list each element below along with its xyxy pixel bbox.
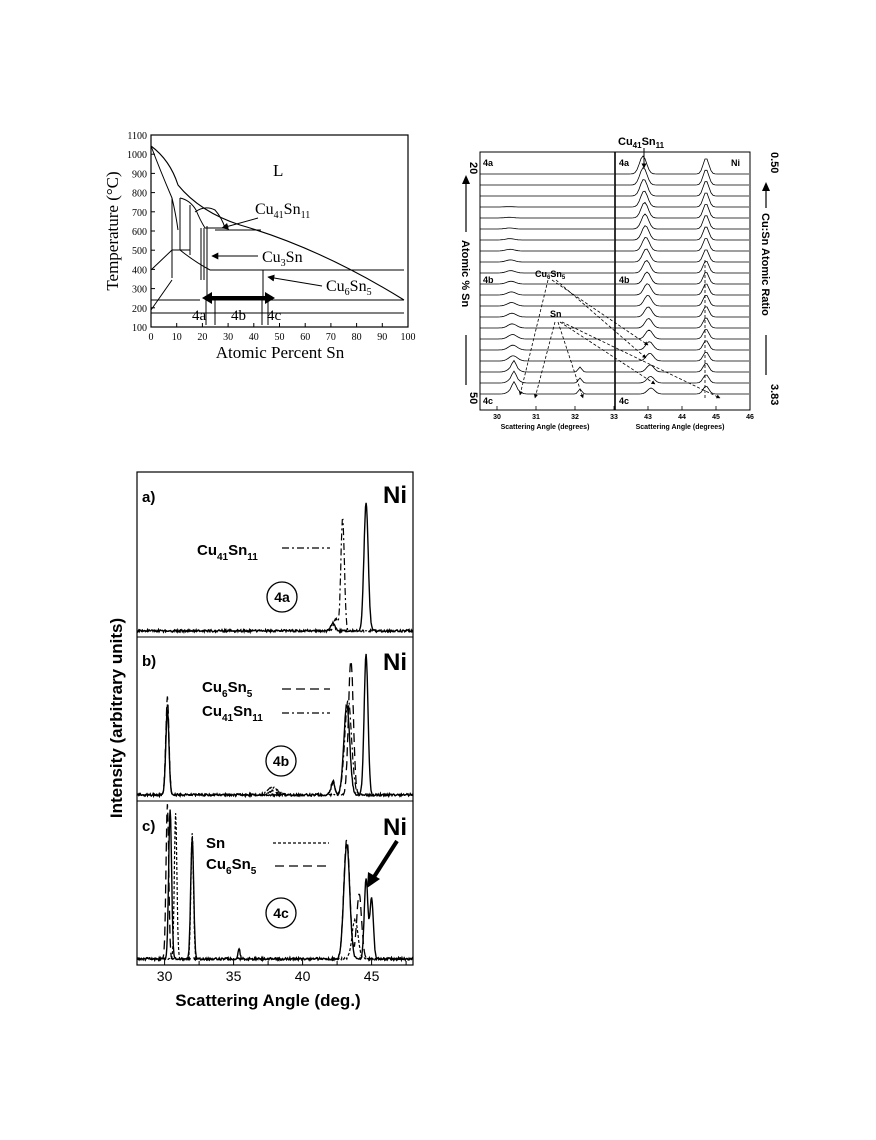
y-tick-label: 800 — [132, 188, 147, 200]
xrd-traces — [137, 503, 413, 960]
xrd-trace — [137, 503, 413, 632]
waterfall-trace-left — [480, 356, 614, 361]
wf-region-4c-left: 4c — [483, 396, 494, 406]
waterfall-trace-left — [480, 228, 614, 229]
wf-region-4b-right: 4b — [619, 275, 630, 285]
x-tick-label: 31 — [532, 414, 540, 421]
x-tick-label: 70 — [325, 332, 336, 343]
waterfall-trace-right — [615, 203, 749, 219]
wf-right-label: Cu:Sn Atomic Ratio — [759, 213, 771, 316]
x-tick-label: 90 — [377, 332, 388, 343]
y-tick-label: 500 — [132, 246, 147, 258]
panel-b-legend-cu41sn11: $Cu_{41}Sn_{11}$ — [202, 703, 263, 724]
x-tick-label: 80 — [351, 332, 362, 343]
waterfall-trace-right — [615, 318, 749, 328]
waterfall-trace-left — [480, 292, 614, 295]
waterfall-trace-right — [615, 168, 749, 185]
wf-right-bottom: 3.83 — [768, 384, 780, 406]
waterfall-trace-right — [615, 364, 749, 372]
waterfall-trace-left — [480, 271, 614, 273]
x-tick-label: 45 — [712, 414, 720, 421]
waterfall-trace-right — [615, 296, 749, 307]
xrd-frame — [137, 472, 413, 965]
waterfall-trace-right — [615, 375, 749, 383]
panel-b-legend-cu6sn5: $Cu_6Sn_5$ — [202, 679, 253, 700]
x-tick-label: 60 — [300, 332, 311, 343]
phase-diagram-xlabel: Atomic Percent Sn — [215, 343, 345, 362]
panel-a-circle-label: 4a — [274, 589, 290, 605]
waterfall-title: $Cu_{41}Sn_{11}$ — [618, 136, 665, 150]
y-tick-label: 600 — [132, 227, 147, 238]
panel-b-tag: b) — [142, 653, 157, 670]
region-label-4c: 4c — [267, 308, 282, 324]
phase-diagram-x-ticks — [149, 323, 416, 343]
wf-left-top: 20 — [467, 162, 479, 175]
waterfall-trace-right — [615, 352, 749, 361]
waterfall-trace-left — [480, 217, 614, 218]
waterfall-trace-left — [480, 239, 614, 240]
waterfall-trace-left — [480, 345, 614, 350]
waterfall-trace-right — [615, 272, 749, 284]
phase-label-cu6sn5: $Cu_6Sn_5$ — [326, 278, 372, 298]
x-tick-label: 40 — [248, 332, 259, 343]
y-tick-label: 400 — [132, 265, 147, 277]
panel-c-ni: Ni — [383, 814, 407, 841]
waterfall-trace-right — [615, 307, 749, 317]
wf-right-arrowhead — [762, 182, 770, 191]
pointer-line — [222, 218, 258, 228]
wf-region-4c-right: 4c — [619, 396, 630, 406]
x-tick-label: 35 — [225, 968, 242, 984]
waterfall-trace-right — [615, 284, 749, 295]
phase-diagram — [103, 131, 416, 362]
waterfall-trace-left — [480, 361, 614, 373]
x-tick-label: 0 — [148, 332, 154, 343]
panel-c-tag: c) — [142, 818, 156, 835]
wf-region-4a-right: 4a — [619, 158, 630, 168]
xrd-trace — [137, 661, 413, 796]
phase-boundary — [151, 230, 404, 313]
pointer-line — [268, 277, 322, 286]
waterfall-trace-right — [615, 214, 749, 229]
waterfall-trace-left — [480, 324, 614, 328]
wf-right-top: 0.50 — [768, 152, 780, 174]
waterfall-trace-right — [615, 156, 749, 174]
waterfall-trace-left — [480, 313, 614, 317]
x-tick-label: 30 — [156, 968, 173, 984]
panel-c-legend-cu6sn5: $Cu_6Sn_5$ — [206, 856, 257, 877]
xrd-x-ticks — [157, 958, 406, 984]
arrow-head-right — [265, 292, 275, 304]
wf-sn-label: Sn — [550, 309, 562, 319]
y-tick-label: 1100 — [127, 131, 147, 142]
waterfall-trace-left — [480, 335, 614, 340]
waterfall-trace-right — [615, 191, 749, 207]
y-tick-label: 1000 — [127, 150, 147, 162]
phase-label-cu41sn11: $Cu_{41}Sn_{11}$ — [255, 201, 311, 221]
waterfall-trace-right — [615, 226, 749, 240]
wf-left-arrowhead — [462, 175, 470, 184]
xrd-ylabel: Intensity (arbitrary units) — [107, 617, 126, 819]
xrd-trace — [137, 520, 413, 633]
x-tick-label: 32 — [571, 414, 579, 421]
panel-a-tag: a) — [142, 489, 156, 506]
xrd-trace — [137, 700, 413, 796]
panel-c-circle-label: 4c — [273, 905, 289, 921]
x-tick-label: 45 — [363, 968, 380, 984]
x-tick-label: 100 — [400, 332, 416, 343]
y-tick-label: 700 — [132, 207, 147, 219]
x-tick-label: 40 — [294, 968, 311, 984]
region-label-4b: 4b — [231, 308, 246, 324]
panel-a-ni: Ni — [383, 482, 407, 509]
x-tick-label: 44 — [678, 414, 686, 421]
panel-c-ni-arrow — [372, 841, 397, 880]
wf-cu6sn5-label: $Cu_6Sn_5$ — [535, 269, 566, 281]
x-tick-label: 46 — [746, 414, 754, 421]
liquid-label: L — [273, 161, 284, 180]
panel-b-ni: Ni — [383, 649, 407, 676]
x-tick-label: 43 — [644, 414, 652, 421]
y-tick-label: 100 — [132, 323, 147, 334]
wf-region-4b-left: 4b — [483, 275, 494, 285]
phase-diagram-ylabel: Temperature (°C) — [103, 171, 122, 291]
xrd-trace — [137, 813, 413, 960]
region-label-4a: 4a — [192, 308, 207, 324]
xrd-plot — [107, 472, 413, 1010]
x-tick-label: 30 — [493, 414, 501, 421]
waterfall-trace-right — [615, 330, 749, 339]
waterfall-trace-left — [480, 249, 614, 251]
x-tick-label: 20 — [197, 332, 208, 343]
y-tick-label: 900 — [132, 169, 147, 181]
panel-b-circle-label: 4b — [272, 753, 290, 769]
xrd-xlabel: Scattering Angle (deg.) — [175, 991, 361, 1010]
x-tick-label: 10 — [171, 332, 182, 343]
x-tick-label: 30 — [223, 332, 234, 343]
waterfall-trace-left — [480, 382, 614, 394]
waterfall-trace-left — [480, 260, 614, 262]
wf-left-bottom: 50 — [467, 392, 479, 405]
phase-boundary — [180, 198, 225, 300]
waterfall-x-ticks — [493, 406, 754, 421]
panel-c-legend-sn: Sn — [206, 835, 226, 852]
wf-left-xlabel: Scattering Angle (degrees) — [500, 424, 590, 431]
phase-label-cu3sn: $Cu_3Sn$ — [262, 249, 303, 269]
wf-left-label: Atomic % Sn — [459, 240, 471, 308]
wf-region-4a-left: 4a — [483, 158, 494, 168]
waterfall-plot — [459, 136, 780, 431]
y-tick-label: 200 — [132, 303, 147, 315]
panel-a-legend-cu41sn11: $Cu_{41}Sn_{11}$ — [197, 542, 258, 563]
wf-ni-label: Ni — [731, 158, 740, 168]
x-tick-label: 33 — [610, 414, 618, 421]
waterfall-trace-left — [480, 371, 614, 383]
x-tick-label: 50 — [274, 332, 285, 343]
waterfall-trace-right — [615, 341, 749, 350]
y-tick-label: 300 — [132, 284, 147, 296]
waterfall-trace-right — [615, 180, 749, 196]
wf-right-xlabel: Scattering Angle (degrees) — [635, 424, 725, 431]
waterfall-trace-left — [480, 303, 614, 307]
waterfall-trace-right — [615, 387, 749, 395]
